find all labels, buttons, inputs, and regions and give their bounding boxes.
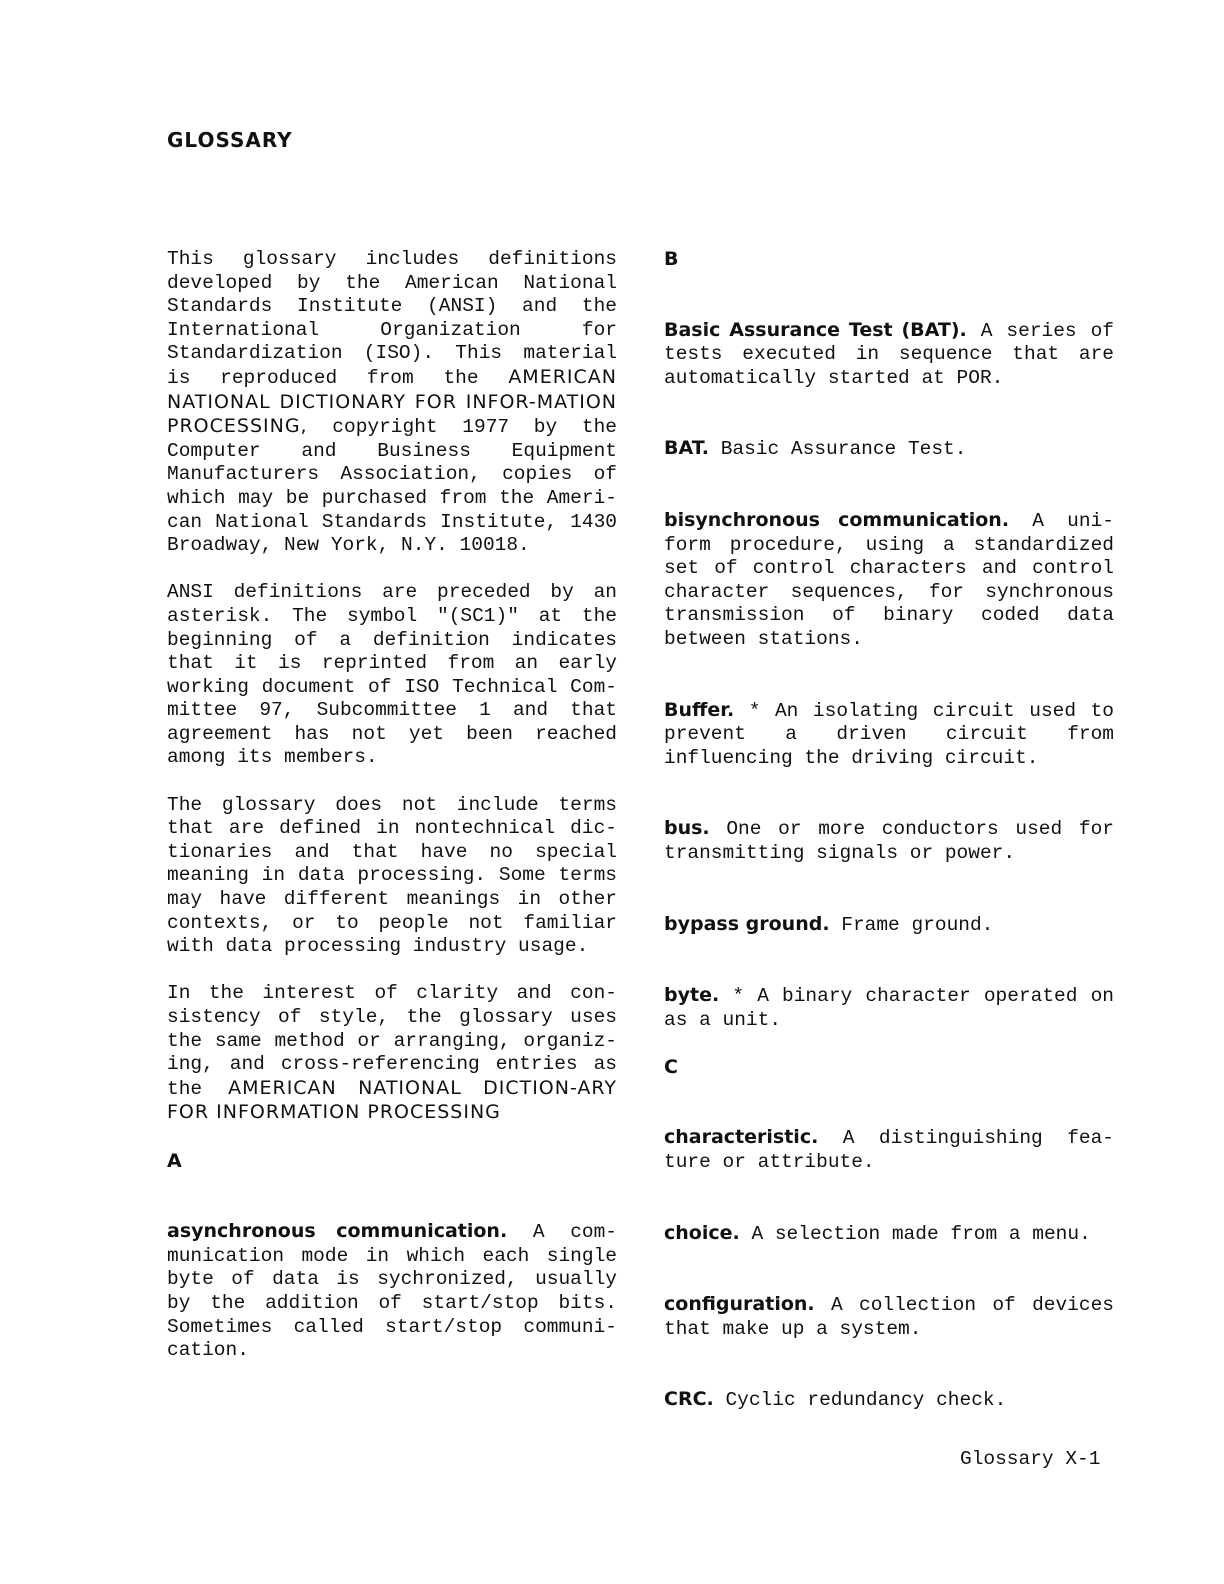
glossary-entry [664,817,1114,865]
glossary-entry [664,913,1114,938]
intro-paragraph-3: The glossary does not include terms that are defined in nontechnical dic-tionaries and that have no special meaning in data processing. Some terms may have different meanings in other contexts, or to people not familiar with data processing industry usage. [167,793,617,958]
intro-paragraph-1 [167,248,617,558]
entry-definition: Frame ground. [841,913,994,936]
entry-term: characteristic. [664,1126,819,1149]
entry-term: Buffer. [664,698,735,721]
entry-term: bypass ground. [664,912,830,935]
glossary-entry [167,1220,617,1363]
intro-text: This glossary includes definitions developed by the American National Standards Institute (ANSI) and the International Organization for Standardization (ISO). This material is reproduced from the [167,248,617,389]
page-title: GLOSSARY [167,128,293,152]
glossary-entry [664,1388,1114,1413]
page-footer: Glossary X-1 [960,1448,1101,1470]
glossary-entry [664,509,1114,652]
entry-definition: Basic Assurance Test. [720,438,967,461]
entry-term: choice. [664,1221,740,1244]
entry-definition: * An isolating circuit used to prevent a driven circuit from influencing the driving circuit. [664,699,1114,769]
glossary-entry [664,699,1114,771]
glossary-entry [664,1222,1114,1247]
entry-term: bisynchronous communication. [664,508,1010,531]
section-heading-a: A [167,1149,183,1172]
glossary-entry [664,1126,1114,1174]
dictionary-title: AMERICAN NATIONAL DICTIONARY FOR INFOR-MATION PROCESSING, [167,365,617,438]
entry-term: Basic Assurance Test (BAT). [664,318,967,341]
entry-definition: A selection made from a menu. [751,1222,1091,1245]
dictionary-title: AMERICAN NATIONAL DICTION-ARY FOR INFORMATION PROCESSING [167,1076,618,1124]
section-heading-b: B [664,248,679,270]
entry-term: CRC. [664,1388,714,1411]
entry-term: bus. [664,817,710,840]
left-column [167,248,617,1363]
section-heading-c: C [664,1055,679,1078]
entry-definition: A series of tests executed in sequence that are automatically started at POR. [664,319,1115,389]
entry-term: asynchronous communication. [167,1220,508,1243]
entry-definition: A collection of devices that make up a system. [664,1294,1114,1340]
entry-definition: A com-munication mode in which each single byte of data is sychronized, usually by the addition of start/stop bits. Sometimes called start/stop communi-cation. [167,1221,617,1362]
glossary-entry [664,437,1114,462]
entry-definition: * A binary character operated on as a unit. [664,985,1115,1031]
entry-term: configuration. [664,1293,815,1316]
intro-text: copyright 1977 by the Computer and Business Equipment Manufacturers Association, copies of which may be purchased from the Ameri-can National Standards Institute, 1430 Broadway, New York, N.Y. 10018. [167,416,618,557]
entry-definition: A uni-form procedure, using a standardized set of control characters and control character sequences, for synchronous transmission of binary coded data between stations. [664,509,1114,650]
entry-definition: A distinguishing fea-ture or attribute. [664,1127,1114,1174]
glossary-entry [664,1293,1114,1341]
entry-term: byte. [664,984,720,1007]
entry-term: BAT. [664,437,710,460]
entry-definition: One or more conductors used for transmitting signals or power. [664,818,1114,864]
glossary-entry [664,319,1114,391]
entry-definition: Cyclic redundancy check. [725,1389,1007,1412]
glossary-entry [664,984,1114,1032]
right-column [664,248,1114,1413]
intro-text: In the interest of clarity and con-sistency of style, the glossary uses the same method or arranging, organiz-ing, and cross-referencing entries as the [167,982,617,1100]
intro-paragraph-4 [167,982,617,1126]
intro-paragraph-2: ANSI definitions are preceded by an asterisk. The symbol "(SC1)" at the beginning of a definition indicates that it is reprinted from an early working document of ISO Technical Com-mittee 97, Subcommittee 1 and that agreement has not yet been reached among its members. [167,581,617,769]
